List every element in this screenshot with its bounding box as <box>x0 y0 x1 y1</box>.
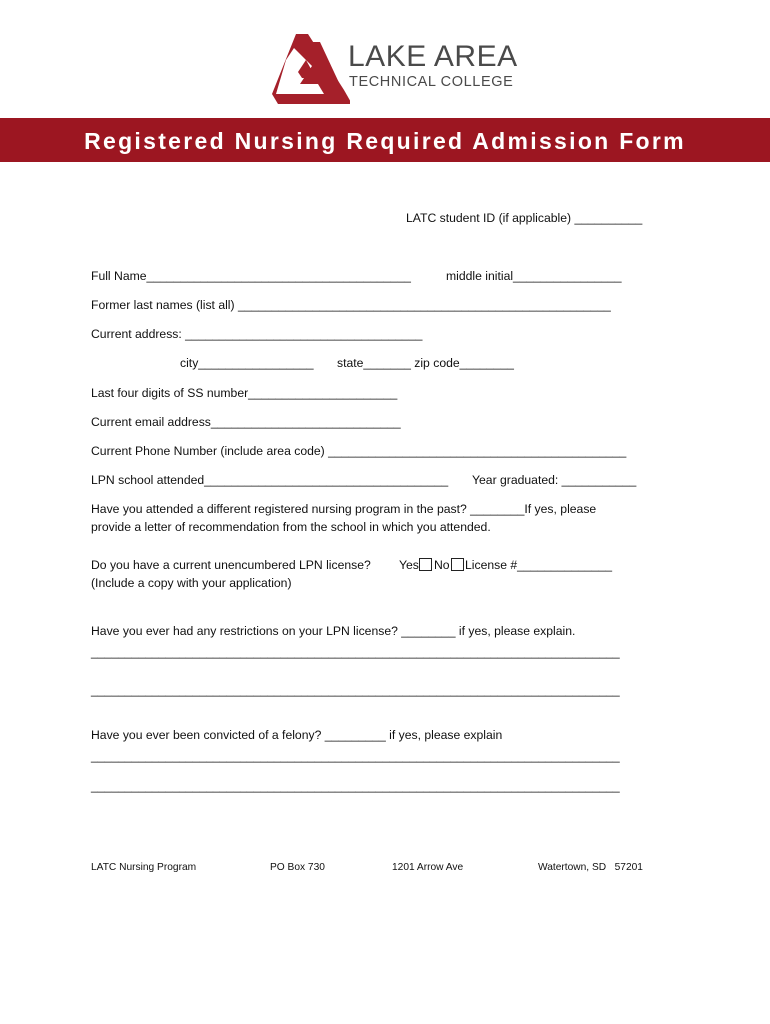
felony-question[interactable]: Have you ever been convicted of a felony? _________ if yes, please explain <box>91 728 503 742</box>
license-number-field[interactable]: License #______________ <box>465 558 613 572</box>
felony-explain-line-2[interactable]: ______________________________________________________________________________ <box>91 779 620 793</box>
full-name-field[interactable]: Full Name_______________________________________ <box>91 269 411 283</box>
college-logo-mark-icon <box>272 32 350 108</box>
footer-program: LATC Nursing Program <box>91 862 197 873</box>
logo-text-line1: LAKE AREA <box>348 40 518 73</box>
year-graduated-field[interactable]: Year graduated: ___________ <box>472 473 637 487</box>
current-address-field[interactable]: Current address: ___________________________________ <box>91 327 423 341</box>
lpn-license-question: Do you have a current unencumbered LPN license? <box>91 558 371 572</box>
yes-label: Yes <box>399 558 419 572</box>
city-field[interactable]: city_________________ <box>180 356 314 370</box>
email-field[interactable]: Current email address____________________________ <box>91 415 401 429</box>
former-last-names-field[interactable]: Former last names (list all) _______________________________________________________ <box>91 298 611 312</box>
ss-digits-field[interactable]: Last four digits of SS number______________________ <box>91 386 398 400</box>
lpn-license-note: (Include a copy with your application) <box>91 576 292 590</box>
student-id-field[interactable]: LATC student ID (if applicable) __________ <box>406 211 643 225</box>
restrictions-explain-line-2[interactable]: ______________________________________________________________________________ <box>91 683 620 697</box>
lpn-school-field[interactable]: LPN school attended____________________________________ <box>91 473 449 487</box>
different-program-note: provide a letter of recommendation from the school in which you attended. <box>91 520 491 534</box>
footer-street: 1201 Arrow Ave <box>392 862 464 873</box>
footer-po-box: PO Box 730 <box>270 862 325 873</box>
restrictions-explain-line-1[interactable]: ______________________________________________________________________________ <box>91 645 620 659</box>
middle-initial-field[interactable]: middle initial________________ <box>446 269 622 283</box>
state-zip-field[interactable]: state_______ zip code________ <box>337 356 514 370</box>
phone-field[interactable]: Current Phone Number (include area code) ____________________________________________ <box>91 444 627 458</box>
title-banner <box>0 118 770 162</box>
no-checkbox[interactable] <box>451 558 464 571</box>
form-title: Registered Nursing Required Admission Form <box>84 128 686 154</box>
felony-explain-line-1[interactable]: ______________________________________________________________________________ <box>91 749 620 763</box>
no-label: No <box>434 558 450 572</box>
footer-city: Watertown, SD 57201 <box>538 862 643 873</box>
restrictions-question[interactable]: Have you ever had any restrictions on your LPN license? ________ if yes, please explain. <box>91 624 576 638</box>
college-logo <box>272 32 518 108</box>
yes-checkbox[interactable] <box>419 558 432 571</box>
different-program-question[interactable]: Have you attended a different registered nursing program in the past? ________If yes, please <box>91 502 597 516</box>
logo-text-line2: TECHNICAL COLLEGE <box>349 74 514 90</box>
